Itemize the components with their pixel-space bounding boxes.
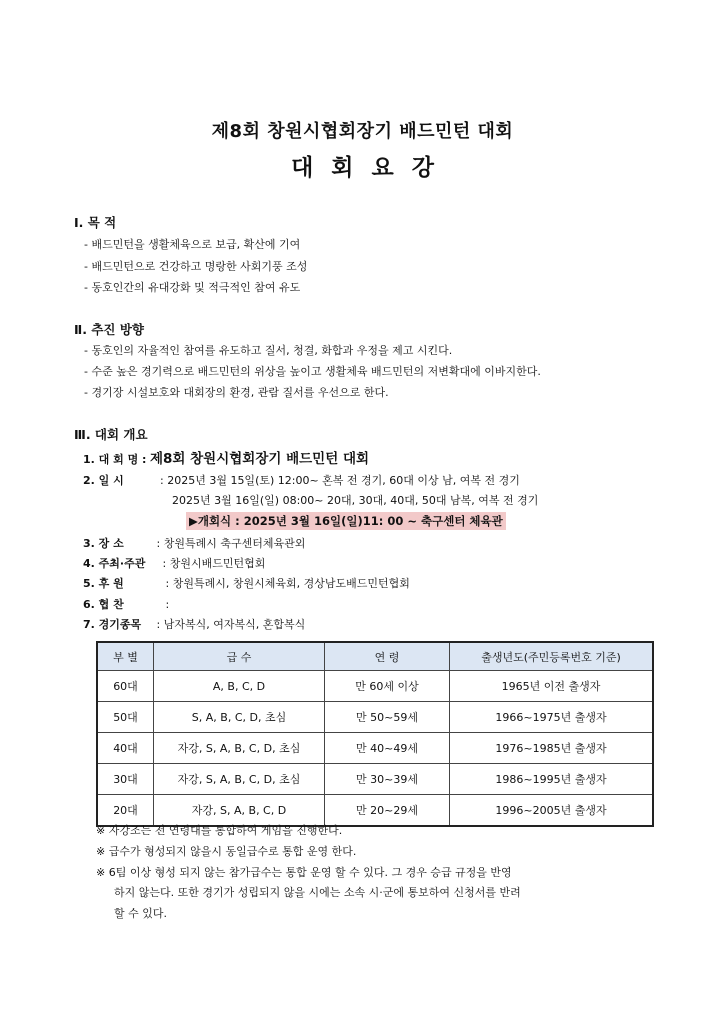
- note-1: ※ 자강조는 전 연령대를 통합하여 게임을 진행한다.: [96, 824, 343, 837]
- date-label: 2. 일 시: [83, 474, 124, 487]
- host-value: : 창원시배드민턴협회: [162, 557, 266, 570]
- table-cell: 자강, S, A, B, C, D, 초심: [154, 764, 325, 795]
- note-3: ※ 6팀 이상 형성 되지 않는 참가급수는 통합 운영 할 수 있다. 그 경우 승급 규정을 반영: [96, 866, 512, 879]
- table-cell: S, A, B, C, D, 초심: [154, 702, 325, 733]
- table-header-cell: 급 수: [154, 642, 325, 671]
- document-subtitle: 대회요강: [291, 155, 452, 181]
- date-line-1: : 2025년 3월 15일(토) 12:00~ 혼복 전 경기, 60대 이상 남, 여복 전 경기: [160, 474, 520, 487]
- table-cell: 1986~1995년 출생자: [450, 764, 654, 795]
- table-cell: 만 20~29세: [325, 795, 450, 827]
- table-cell: 1976~1985년 출생자: [450, 733, 654, 764]
- event-name-value: 제8회 창원시협회장기 배드민턴 대회: [149, 451, 370, 467]
- note-3-continued: 하지 않는다. 또한 경기가 성립되지 않을 시에는 소속 시·군에 통보하여 신청서를 반려: [114, 886, 521, 899]
- opening-ceremony: ▶개회식 : 2025년 3월 16일(일)11: 00 ~ 축구센터 체육관: [186, 512, 506, 530]
- table-cell: 20대: [97, 795, 154, 827]
- support-value: :: [165, 598, 170, 611]
- table-cell: 1996~2005년 출생자: [450, 795, 654, 827]
- table-cell: 30대: [97, 764, 154, 795]
- event-name-row: [83, 447, 369, 467]
- document-title: 제8회 창원시협회장기 배드민턴 대회: [211, 121, 514, 142]
- table-cell: 60대: [97, 671, 154, 702]
- table-header-cell: 출생년도(주민등록번호 기준): [450, 642, 654, 671]
- events-value: : 남자복식, 여자복식, 혼합복식: [156, 618, 306, 631]
- purpose-item: - 동호인간의 유대강화 및 적극적인 참여 유도: [84, 281, 301, 294]
- table-cell: A, B, C, D: [154, 671, 325, 702]
- table-row: [97, 764, 653, 795]
- table-cell: 만 50~59세: [325, 702, 450, 733]
- direction-item: - 수준 높은 경기력으로 배드민턴의 위상을 높이고 생활체육 배드민턴의 저변확대에 이바지한다.: [84, 365, 541, 378]
- section-heading-purpose: Ⅰ. 목 적: [74, 215, 117, 230]
- table-header-cell: 부 별: [97, 642, 154, 671]
- table-header-row: [97, 642, 653, 671]
- purpose-item: - 배드민턴을 생활체육으로 보급, 확산에 기여: [84, 238, 301, 251]
- sponsor-value: : 창원특례시, 창원시체육회, 경상남도배드민턴협회: [165, 577, 410, 590]
- host-label: 4. 주최·주관: [83, 557, 146, 570]
- host-row: [83, 555, 265, 571]
- venue-row: [83, 535, 305, 551]
- support-label: 6. 협 찬: [83, 598, 124, 611]
- support-row: [83, 596, 169, 612]
- table-cell: 1965년 이전 출생자: [450, 671, 654, 702]
- section-heading-direction: Ⅱ. 추진 방향: [74, 322, 144, 337]
- date-line-2: 2025년 3월 16일(일) 08:00~ 20대, 30대, 40대, 50대 남복, 여복 전 경기: [172, 494, 539, 507]
- note-2: ※ 급수가 형성되지 않을시 동일급수로 통합 운영 한다.: [96, 845, 357, 858]
- event-name-label: 1. 대 회 명 :: [83, 453, 147, 466]
- table-cell: 자강, S, A, B, C, D, 초심: [154, 733, 325, 764]
- sponsor-label: 5. 후 원: [83, 577, 124, 590]
- sponsor-row: [83, 575, 410, 591]
- purpose-item: - 배드민턴으로 건강하고 명랑한 사회기풍 조성: [84, 260, 308, 273]
- table-cell: 만 60세 이상: [325, 671, 450, 702]
- direction-item: - 경기장 시설보호와 대회장의 환경, 관람 질서를 우선으로 한다.: [84, 386, 389, 399]
- venue-label: 3. 장 소: [83, 537, 124, 550]
- venue-value: : 창원특례시 축구센터체육관외: [156, 537, 306, 550]
- table-row: [97, 733, 653, 764]
- table-cell: 만 40~49세: [325, 733, 450, 764]
- table-cell: 50대: [97, 702, 154, 733]
- events-label: 7. 경기종목: [83, 618, 142, 631]
- table-cell: 40대: [97, 733, 154, 764]
- date-row: [83, 472, 171, 488]
- table-cell: 자강, S, A, B, C, D: [154, 795, 325, 827]
- table-row: [97, 671, 653, 702]
- table-cell: 만 30~39세: [325, 764, 450, 795]
- direction-item: - 동호인의 자율적인 참여를 유도하고 질서, 청결, 화합과 우정을 제고 시킨다.: [84, 344, 453, 357]
- table-cell: 1966~1975년 출생자: [450, 702, 654, 733]
- table-header-cell: 연 령: [325, 642, 450, 671]
- table-row: [97, 702, 653, 733]
- grade-table: [96, 641, 654, 827]
- note-3-continued: 할 수 있다.: [114, 907, 167, 920]
- section-heading-overview: Ⅲ. 대회 개요: [74, 427, 148, 442]
- events-row: [83, 616, 305, 632]
